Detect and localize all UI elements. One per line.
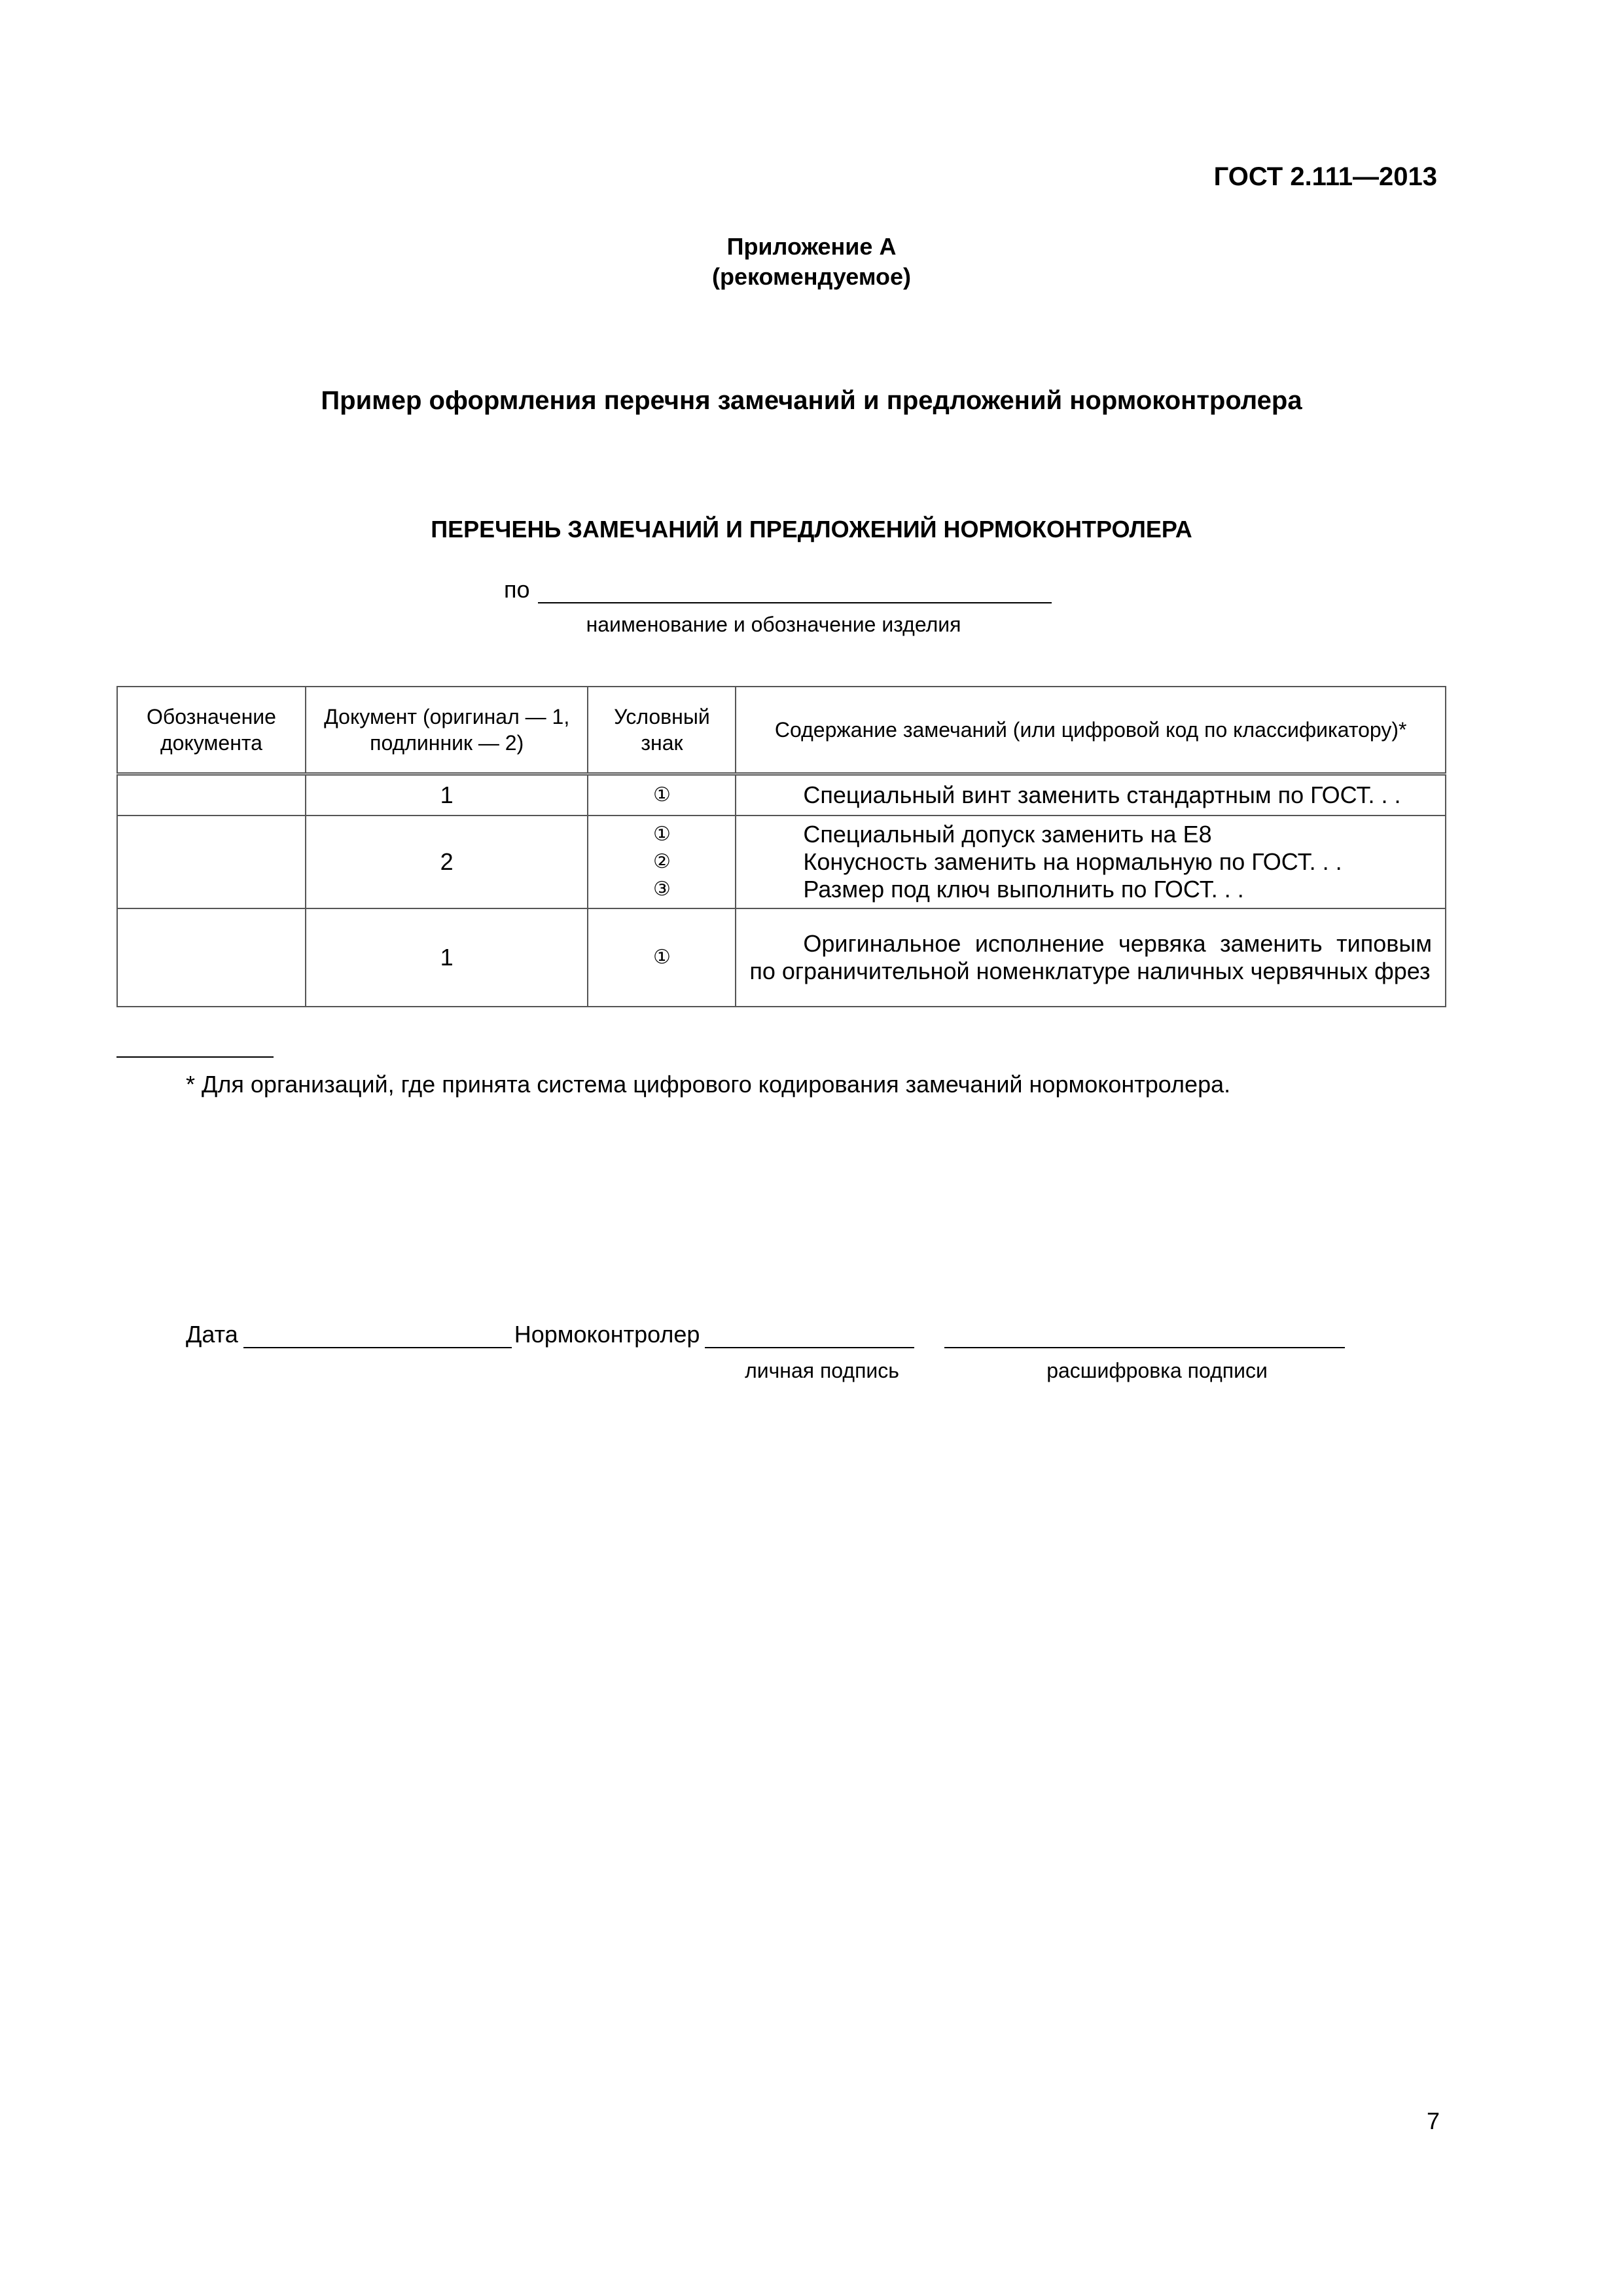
appendix-subtitle: (рекомендуемое) (712, 263, 911, 290)
cell-document: 1 (306, 908, 588, 1007)
po-label: по (504, 576, 530, 603)
remark-text: Конусность заменить на нормальную по ГОСТ. . . (803, 848, 1342, 875)
remark-text: Оригинальное исполнение червяка заменить типовым по ограничительной номенклатуре наличных червячных фрез (749, 930, 1432, 984)
personal-signature-blank (705, 1323, 914, 1348)
cell-designation (117, 774, 306, 816)
document-code: ГОСТ 2.111—2013 (1213, 162, 1437, 191)
column-header-document: Документ (оригинал — 1, подлинник — 2) (306, 687, 588, 774)
table-row (117, 816, 1446, 908)
cell-content (736, 908, 1446, 1007)
column-header-designation: Обозначение документа (117, 687, 306, 774)
cell-sign (588, 816, 736, 908)
column-header-sign: Условный знак (588, 687, 736, 774)
appendix-title: Приложение А (726, 233, 897, 260)
cell-designation (117, 816, 306, 908)
date-label: Дата (186, 1321, 238, 1348)
list-title: ПЕРЕЧЕНЬ ЗАМЕЧАНИЙ И ПРЕДЛОЖЕНИЙ НОРМОКОНТРОЛЕРА (431, 516, 1192, 543)
personal-signature-hint: личная подпись (745, 1359, 899, 1382)
page-number: 7 (1427, 2108, 1440, 2134)
controller-label: Нормоконтролер (514, 1321, 700, 1348)
remark-sign: ① (652, 946, 671, 968)
remark-sign: ① (652, 823, 671, 845)
date-blank (243, 1323, 512, 1348)
cell-sign (588, 774, 736, 816)
decryption-hint: расшифровка подписи (1046, 1359, 1268, 1382)
cell-content (736, 774, 1446, 816)
footnote-separator (116, 1056, 274, 1058)
cell-document: 1 (306, 774, 588, 816)
remark-sign: ③ (652, 878, 671, 900)
column-header-content: Содержание замечаний (или цифровой код по классификатору)* (736, 687, 1446, 774)
remark-text: Специальный допуск заменить на Е8 (803, 821, 1212, 848)
remark-text: Специальный винт заменить стандартным по ГОСТ. . . (803, 781, 1401, 808)
signature-decryption-blank (944, 1323, 1345, 1348)
product-name-hint: наименование и обозначение изделия (586, 613, 961, 636)
remarks-table (116, 686, 1446, 1007)
product-line (504, 576, 1052, 603)
table-row (117, 908, 1446, 1007)
remark-sign: ② (652, 851, 671, 872)
footnote: * Для организаций, где принята система цифрового кодирования замечаний нормоконтролера. (186, 1071, 1231, 1098)
cell-designation (117, 908, 306, 1007)
signature-block (186, 1321, 1345, 1348)
product-name-blank (538, 579, 1052, 603)
cell-document: 2 (306, 816, 588, 908)
table-row (117, 774, 1446, 816)
remark-text: Размер под ключ выполнить по ГОСТ. . . (803, 876, 1244, 903)
cell-sign (588, 908, 736, 1007)
table-header-row (117, 687, 1446, 774)
remark-sign: ① (652, 784, 671, 806)
cell-content (736, 816, 1446, 908)
example-title: Пример оформления перечня замечаний и предложений нормоконтролера (321, 386, 1302, 415)
